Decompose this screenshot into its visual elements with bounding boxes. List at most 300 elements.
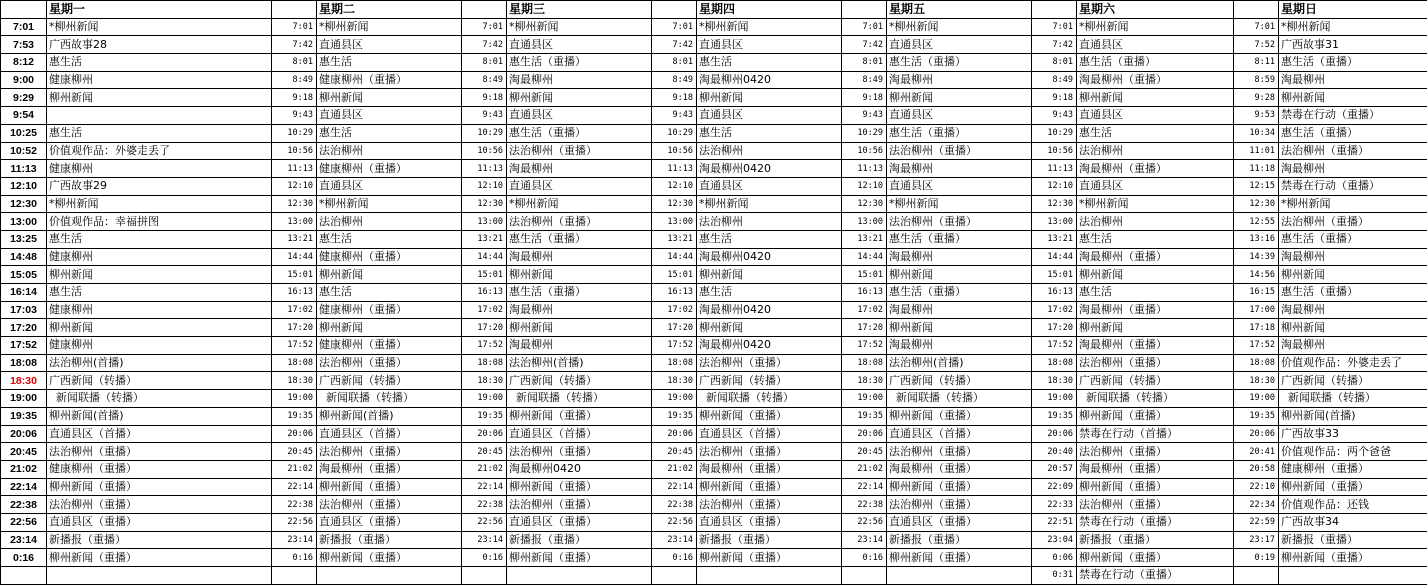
start-time-tue: 7:01 (272, 18, 317, 36)
program-tue: 直通县区（首播） (317, 425, 462, 443)
start-time-tue: 18:08 (272, 354, 317, 372)
start-time-fri: 19:35 (842, 407, 887, 425)
start-time-sun: 7:52 (1234, 36, 1279, 54)
program-tue: 直通县区（重播） (317, 513, 462, 531)
schedule-row (1, 372, 1427, 390)
start-time-tue: 17:20 (272, 319, 317, 337)
program-sat: 惠生活 (1077, 284, 1234, 302)
start-time-sun: 17:52 (1234, 337, 1279, 355)
start-time-tue: 12:30 (272, 195, 317, 213)
header-time-cell (272, 1, 317, 19)
day-header-sat: 星期六 (1077, 1, 1234, 19)
program-sat: 淘最柳州（重播） (1077, 160, 1234, 178)
start-time-sun: 0:19 (1234, 549, 1279, 567)
program-mon: 价值观作品：外婆走丢了 (47, 142, 272, 160)
start-time-wed: 22:56 (462, 513, 507, 531)
program-sat: 法治柳州 (1077, 213, 1234, 231)
program-fri: 直通县区 (887, 36, 1032, 54)
program-thu: 柳州新闻（重播） (697, 549, 842, 567)
start-time-wed: 17:02 (462, 301, 507, 319)
start-time-thu: 7:01 (652, 18, 697, 36)
program-tue: 淘最柳州（重播） (317, 460, 462, 478)
program-mon: 健康柳州 (47, 301, 272, 319)
program-sun: 淘最柳州 (1279, 160, 1427, 178)
program-tue: 法治柳州（重播） (317, 443, 462, 461)
start-time-wed: 12:10 (462, 177, 507, 195)
program-sat: 柳州新闻 (1077, 319, 1234, 337)
program-fri: 柳州新闻（重播） (887, 478, 1032, 496)
schedule-row (1, 567, 1427, 585)
program-tue: 惠生活 (317, 124, 462, 142)
time-label: 7:53 (1, 36, 47, 54)
program-mon: 健康柳州 (47, 248, 272, 266)
start-time-sat: 17:20 (1032, 319, 1077, 337)
start-time-tue: 14:44 (272, 248, 317, 266)
program-thu: 新播报（重播） (697, 531, 842, 549)
start-time-sun: 14:39 (1234, 248, 1279, 266)
start-time-sun: 20:58 (1234, 460, 1279, 478)
start-time-sat: 12:10 (1032, 177, 1077, 195)
program-thu: 法治柳州 (697, 142, 842, 160)
schedule-row (1, 301, 1427, 319)
program-tue: 直通县区 (317, 36, 462, 54)
program-sun: 价值观作品：还钱 (1279, 496, 1427, 514)
start-time-sun: 12:30 (1234, 195, 1279, 213)
start-time-sat: 13:00 (1032, 213, 1077, 231)
program-fri: 淘最柳州 (887, 248, 1032, 266)
program-fri: *柳州新闻 (887, 195, 1032, 213)
program-mon: 柳州新闻(首播) (47, 407, 272, 425)
program-sat: 柳州新闻（重播） (1077, 478, 1234, 496)
start-time-sun: 9:28 (1234, 89, 1279, 107)
start-time-sat: 10:56 (1032, 142, 1077, 160)
program-tue: 法治柳州 (317, 213, 462, 231)
program-tue: 柳州新闻 (317, 89, 462, 107)
start-time-thu: 9:18 (652, 89, 697, 107)
start-time-tue: 22:56 (272, 513, 317, 531)
start-time-wed: 8:49 (462, 71, 507, 89)
program-mon: 柳州新闻 (47, 319, 272, 337)
start-time-thu: 19:00 (652, 390, 697, 408)
start-time-sat: 7:42 (1032, 36, 1077, 54)
program-tue: 直通县区 (317, 107, 462, 125)
program-wed: 新播报（重播） (507, 531, 652, 549)
day-header-row (1, 1, 1427, 19)
program-thu: 广西新闻（转播） (697, 372, 842, 390)
schedule-row (1, 160, 1427, 178)
program-mon: 健康柳州 (47, 71, 272, 89)
program-fri: 惠生活（重播） (887, 54, 1032, 72)
program-tue: 健康柳州（重播） (317, 337, 462, 355)
start-time-fri (842, 567, 887, 585)
program-tue: 新播报（重播） (317, 531, 462, 549)
start-time-thu: 22:14 (652, 478, 697, 496)
start-time-fri: 23:14 (842, 531, 887, 549)
program-tue: 法治柳州（重播） (317, 496, 462, 514)
start-time-thu: 22:56 (652, 513, 697, 531)
start-time-sun: 12:55 (1234, 213, 1279, 231)
program-sat: 柳州新闻（重播） (1077, 549, 1234, 567)
start-time-sun: 12:15 (1234, 177, 1279, 195)
program-tue (317, 567, 462, 585)
start-time-sun: 9:53 (1234, 107, 1279, 125)
start-time-thu: 0:16 (652, 549, 697, 567)
program-thu: 新闻联播（转播） (697, 390, 842, 408)
program-sat: 新闻联播（转播） (1077, 390, 1234, 408)
program-sat: *柳州新闻 (1077, 18, 1234, 36)
program-tue: 惠生活 (317, 54, 462, 72)
program-thu: 柳州新闻 (697, 89, 842, 107)
start-time-thu: 22:38 (652, 496, 697, 514)
start-time-thu: 13:00 (652, 213, 697, 231)
schedule-row (1, 443, 1427, 461)
start-time-wed: 20:45 (462, 443, 507, 461)
program-fri: 法治柳州（重播） (887, 443, 1032, 461)
header-time-cell (842, 1, 887, 19)
program-fri: 柳州新闻 (887, 319, 1032, 337)
schedule-row (1, 107, 1427, 125)
start-time-thu: 17:52 (652, 337, 697, 355)
program-wed: 淘最柳州 (507, 301, 652, 319)
header-time-cell (1032, 1, 1077, 19)
program-thu: 柳州新闻（重播） (697, 478, 842, 496)
schedule-row (1, 213, 1427, 231)
start-time-sat: 8:01 (1032, 54, 1077, 72)
program-wed: 新闻联播（转播） (507, 390, 652, 408)
program-sat: 新播报（重播） (1077, 531, 1234, 549)
start-time-fri: 10:29 (842, 124, 887, 142)
start-time-wed: 17:52 (462, 337, 507, 355)
start-time-tue: 20:06 (272, 425, 317, 443)
start-time-fri: 18:30 (842, 372, 887, 390)
program-thu: *柳州新闻 (697, 18, 842, 36)
start-time-fri: 13:21 (842, 230, 887, 248)
start-time-sat: 15:01 (1032, 266, 1077, 284)
start-time-sat: 20:40 (1032, 443, 1077, 461)
program-thu (697, 567, 842, 585)
start-time-wed: 9:43 (462, 107, 507, 125)
schedule-row (1, 36, 1427, 54)
program-sun: 价值观作品：外婆走丢了 (1279, 354, 1427, 372)
program-tue: 健康柳州（重播） (317, 71, 462, 89)
program-wed: 直通县区（重播） (507, 513, 652, 531)
program-mon: 柳州新闻 (47, 266, 272, 284)
time-label: 21:02 (1, 460, 47, 478)
start-time-fri: 22:56 (842, 513, 887, 531)
start-time-thu: 16:13 (652, 284, 697, 302)
start-time-thu: 23:14 (652, 531, 697, 549)
program-fri: 柳州新闻 (887, 266, 1032, 284)
program-fri: 新闻联播（转播） (887, 390, 1032, 408)
start-time-sun: 20:06 (1234, 425, 1279, 443)
start-time-sat: 22:33 (1032, 496, 1077, 514)
start-time-fri: 11:13 (842, 160, 887, 178)
program-thu: 直通县区（重播） (697, 513, 842, 531)
program-sun: 广西故事34 (1279, 513, 1427, 531)
program-tue: 直通县区 (317, 177, 462, 195)
program-sun: 柳州新闻 (1279, 89, 1427, 107)
start-time-fri: 14:44 (842, 248, 887, 266)
program-thu: 直通县区（首播） (697, 425, 842, 443)
program-sun: 广西故事33 (1279, 425, 1427, 443)
program-tue: 健康柳州（重播） (317, 248, 462, 266)
program-sun: 价值观作品：两个爸爸 (1279, 443, 1427, 461)
program-sun: 淘最柳州 (1279, 337, 1427, 355)
program-sat: 禁毒在行动（重播） (1077, 567, 1234, 585)
program-sat: 柳州新闻 (1077, 89, 1234, 107)
start-time-thu: 14:44 (652, 248, 697, 266)
time-label: 18:08 (1, 354, 47, 372)
start-time-wed: 10:56 (462, 142, 507, 160)
program-wed: 法治柳州（重播） (507, 443, 652, 461)
program-thu: 法治柳州 (697, 213, 842, 231)
start-time-fri: 19:00 (842, 390, 887, 408)
program-fri: 淘最柳州 (887, 301, 1032, 319)
start-time-sun: 19:00 (1234, 390, 1279, 408)
program-fri: 惠生活（重播） (887, 284, 1032, 302)
start-time-tue: 22:14 (272, 478, 317, 496)
program-thu: 柳州新闻（重播） (697, 407, 842, 425)
start-time-sat: 13:21 (1032, 230, 1077, 248)
start-time-fri: 20:45 (842, 443, 887, 461)
program-mon: 柳州新闻 (47, 89, 272, 107)
program-sat: 法治柳州（重播） (1077, 354, 1234, 372)
program-mon: *柳州新闻 (47, 195, 272, 213)
time-label: 11:13 (1, 160, 47, 178)
program-mon (47, 107, 272, 125)
start-time-sat: 20:06 (1032, 425, 1077, 443)
program-sat: 直通县区 (1077, 177, 1234, 195)
program-wed: 柳州新闻（重播） (507, 478, 652, 496)
program-sat: 惠生活 (1077, 230, 1234, 248)
program-sun: 禁毒在行动（重播） (1279, 107, 1427, 125)
schedule-row (1, 496, 1427, 514)
program-mon: 法治柳州（重播） (47, 496, 272, 514)
program-wed: 柳州新闻 (507, 89, 652, 107)
day-header-mon: 星期一 (47, 1, 272, 19)
time-label: 15:05 (1, 266, 47, 284)
start-time-tue (272, 567, 317, 585)
time-label: 12:30 (1, 195, 47, 213)
program-sat: 直通县区 (1077, 107, 1234, 125)
program-sat: 法治柳州（重播） (1077, 443, 1234, 461)
program-sun: 禁毒在行动（重播） (1279, 177, 1427, 195)
start-time-tue: 8:01 (272, 54, 317, 72)
start-time-fri: 0:16 (842, 549, 887, 567)
program-sat: 惠生活 (1077, 124, 1234, 142)
start-time-wed: 7:01 (462, 18, 507, 36)
program-mon: 广西故事29 (47, 177, 272, 195)
program-sat: 直通县区 (1077, 36, 1234, 54)
program-mon (47, 567, 272, 585)
program-thu: 惠生活 (697, 230, 842, 248)
program-mon: 惠生活 (47, 124, 272, 142)
program-wed: 直通县区（首播） (507, 425, 652, 443)
program-wed: 柳州新闻 (507, 319, 652, 337)
program-mon: 惠生活 (47, 54, 272, 72)
start-time-fri: 17:02 (842, 301, 887, 319)
program-thu: 淘最柳州0420 (697, 71, 842, 89)
start-time-tue: 12:10 (272, 177, 317, 195)
start-time-sat: 22:51 (1032, 513, 1077, 531)
start-time-wed: 22:38 (462, 496, 507, 514)
program-sun: *柳州新闻 (1279, 195, 1427, 213)
program-mon: *柳州新闻 (47, 18, 272, 36)
program-thu: 直通县区 (697, 36, 842, 54)
schedule-row (1, 142, 1427, 160)
program-wed: 惠生活（重播） (507, 54, 652, 72)
program-fri: 淘最柳州（重播） (887, 460, 1032, 478)
start-time-thu: 21:02 (652, 460, 697, 478)
start-time-fri: 9:18 (842, 89, 887, 107)
program-fri: 广西新闻（转播） (887, 372, 1032, 390)
schedule-row (1, 460, 1427, 478)
time-label: 23:14 (1, 531, 47, 549)
time-label: 17:03 (1, 301, 47, 319)
start-time-fri: 22:14 (842, 478, 887, 496)
program-sun: 淘最柳州 (1279, 301, 1427, 319)
program-sat: 淘最柳州（重播） (1077, 248, 1234, 266)
start-time-fri: 7:42 (842, 36, 887, 54)
start-time-thu: 10:56 (652, 142, 697, 160)
program-wed: 法治柳州（重播） (507, 142, 652, 160)
start-time-wed: 22:14 (462, 478, 507, 496)
start-time-sat: 0:31 (1032, 567, 1077, 585)
program-wed: 广西新闻（转播） (507, 372, 652, 390)
schedule-row (1, 425, 1427, 443)
schedule-row (1, 354, 1427, 372)
start-time-thu (652, 567, 697, 585)
start-time-wed: 10:29 (462, 124, 507, 142)
time-label: 7:01 (1, 18, 47, 36)
time-label: 17:52 (1, 337, 47, 355)
program-wed: 法治柳州（重播） (507, 213, 652, 231)
program-tue: 柳州新闻（重播） (317, 549, 462, 567)
start-time-fri: 16:13 (842, 284, 887, 302)
program-sat: 淘最柳州（重播） (1077, 460, 1234, 478)
start-time-sun: 11:18 (1234, 160, 1279, 178)
time-label: 10:52 (1, 142, 47, 160)
program-thu: 直通县区 (697, 177, 842, 195)
header-time-cell (652, 1, 697, 19)
program-sun: 惠生活（重播） (1279, 54, 1427, 72)
start-time-fri: 21:02 (842, 460, 887, 478)
program-thu: 惠生活 (697, 284, 842, 302)
program-wed: 惠生活（重播） (507, 124, 652, 142)
start-time-sun: 18:30 (1234, 372, 1279, 390)
program-sun: 新闻联播（转播） (1279, 390, 1427, 408)
start-time-tue: 17:52 (272, 337, 317, 355)
time-label: 18:30 (1, 372, 47, 390)
schedule-row (1, 531, 1427, 549)
program-wed: 柳州新闻（重播） (507, 549, 652, 567)
program-sun: 淘最柳州 (1279, 248, 1427, 266)
schedule-row (1, 390, 1427, 408)
program-sun: 健康柳州（重播） (1279, 460, 1427, 478)
program-mon: 新闻联播（转播） (47, 390, 272, 408)
start-time-wed: 11:13 (462, 160, 507, 178)
start-time-wed: 13:00 (462, 213, 507, 231)
start-time-tue: 10:56 (272, 142, 317, 160)
start-time-wed: 16:13 (462, 284, 507, 302)
program-fri: 法治柳州（重播） (887, 142, 1032, 160)
start-time-thu: 9:43 (652, 107, 697, 125)
start-time-sun: 20:41 (1234, 443, 1279, 461)
start-time-fri: 12:30 (842, 195, 887, 213)
program-fri: 柳州新闻 (887, 89, 1032, 107)
program-thu: 柳州新闻 (697, 319, 842, 337)
schedule-row (1, 284, 1427, 302)
program-mon: 直通县区（重播） (47, 513, 272, 531)
schedule-row (1, 71, 1427, 89)
start-time-tue: 0:16 (272, 549, 317, 567)
start-time-wed: 19:00 (462, 390, 507, 408)
start-time-sat: 18:30 (1032, 372, 1077, 390)
program-mon: 柳州新闻（重播） (47, 549, 272, 567)
start-time-sun: 19:35 (1234, 407, 1279, 425)
program-mon: 健康柳州 (47, 337, 272, 355)
day-header-wed: 星期三 (507, 1, 652, 19)
start-time-thu: 15:01 (652, 266, 697, 284)
schedule-body (1, 18, 1427, 584)
time-label: 22:14 (1, 478, 47, 496)
program-mon: 广西新闻（转播） (47, 372, 272, 390)
start-time-wed: 13:21 (462, 230, 507, 248)
program-sun: 柳州新闻 (1279, 266, 1427, 284)
program-thu: 淘最柳州0420 (697, 301, 842, 319)
time-label: 19:00 (1, 390, 47, 408)
program-wed: 直通县区 (507, 107, 652, 125)
program-sat: 法治柳州 (1077, 142, 1234, 160)
program-mon: 新播报（重播） (47, 531, 272, 549)
start-time-wed: 23:14 (462, 531, 507, 549)
start-time-thu: 13:21 (652, 230, 697, 248)
program-fri: 惠生活（重播） (887, 124, 1032, 142)
start-time-wed: 19:35 (462, 407, 507, 425)
start-time-thu: 12:10 (652, 177, 697, 195)
program-thu: 法治柳州（重播） (697, 443, 842, 461)
program-mon: 惠生活 (47, 284, 272, 302)
program-sun (1279, 567, 1427, 585)
program-tue: 惠生活 (317, 230, 462, 248)
schedule-row (1, 177, 1427, 195)
schedule-row (1, 478, 1427, 496)
program-sun: 广西新闻（转播） (1279, 372, 1427, 390)
program-fri (887, 567, 1032, 585)
schedule-row (1, 266, 1427, 284)
program-sun: 法治柳州（重播） (1279, 142, 1427, 160)
time-label: 0:16 (1, 549, 47, 567)
schedule-row (1, 337, 1427, 355)
start-time-sat: 0:06 (1032, 549, 1077, 567)
start-time-thu: 11:13 (652, 160, 697, 178)
time-label: 17:20 (1, 319, 47, 337)
program-fri: 柳州新闻（重播） (887, 407, 1032, 425)
start-time-sun: 18:08 (1234, 354, 1279, 372)
program-sat: 柳州新闻（重播） (1077, 407, 1234, 425)
program-mon: 价值观作品：幸福拼图 (47, 213, 272, 231)
program-sat: 广西新闻（转播） (1077, 372, 1234, 390)
program-sun: 柳州新闻 (1279, 319, 1427, 337)
day-header-fri: 星期五 (887, 1, 1032, 19)
start-time-wed: 14:44 (462, 248, 507, 266)
program-sun: 柳州新闻（重播） (1279, 549, 1427, 567)
start-time-tue: 20:45 (272, 443, 317, 461)
program-wed: 直通县区 (507, 36, 652, 54)
start-time-tue: 11:13 (272, 160, 317, 178)
start-time-sun: 13:16 (1234, 230, 1279, 248)
start-time-tue: 19:35 (272, 407, 317, 425)
